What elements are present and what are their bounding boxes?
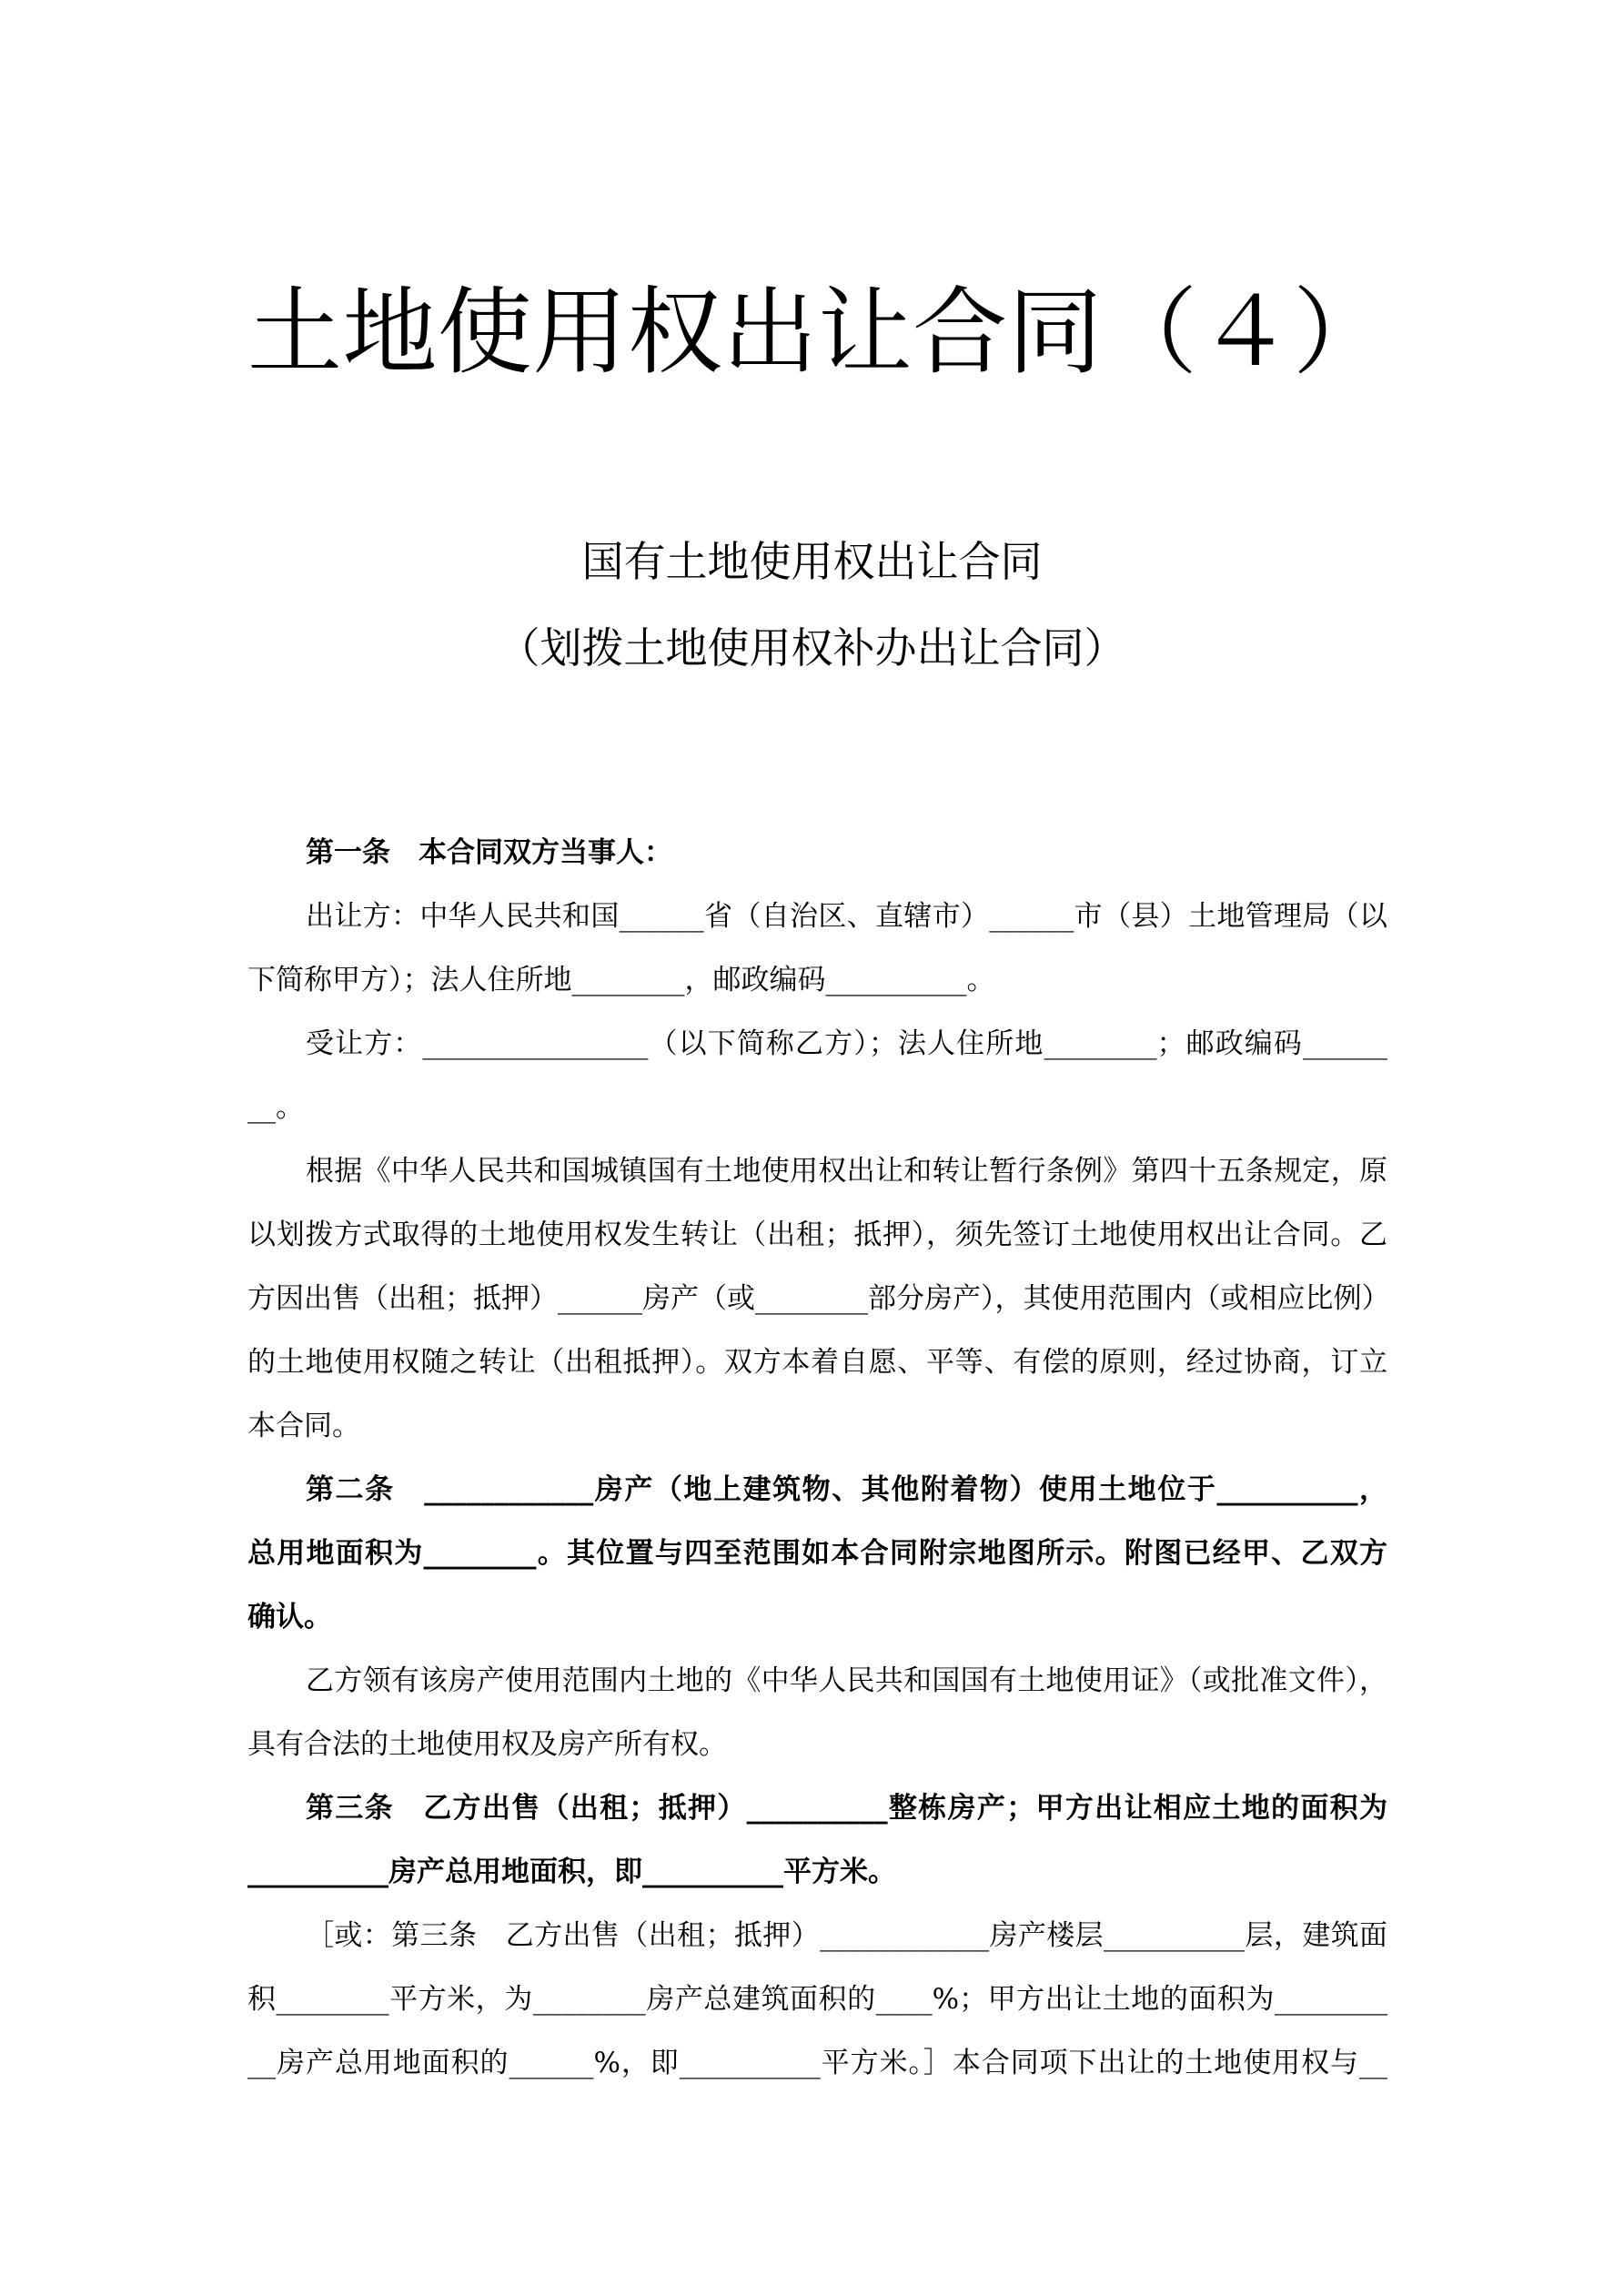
text-line: __房产总用地面积的______%，即__________平方米。］本合同项下出让的土地使用权与__	[247, 2047, 1387, 2079]
text-line: 根据《中华人民共和国城镇国有土地使用权出让和转让暂行条例》第四十五条规定，原	[306, 1155, 1387, 1188]
text-line: ［或：第三条 乙方出售（出租；抵押）____________房产楼层__________层，建筑面	[306, 1919, 1387, 1952]
text-line: 本合同。	[247, 1410, 360, 1442]
text-line: 出让方：中华人民共和国______省（自治区、直辖市）______市（县）土地管理局（以	[306, 900, 1387, 933]
text-line: __________房产总用地面积，即__________平方米。	[247, 1856, 896, 1888]
text-line: 受让方：________________（以下简称乙方）；法人住所地________；邮政编码______	[306, 1027, 1387, 1060]
document-subtitle: 国有土地使用权出让合同	[581, 537, 1043, 586]
contract-body	[247, 821, 1390, 2095]
text-line: 总用地面积为________。其位置与四至范围如本合同附宗地图所示。附图已经甲、乙双方	[247, 1537, 1387, 1570]
text-line: 积________平方米，为________房产总建筑面积的____%；甲方出让土地的面积为________	[247, 1983, 1387, 2016]
text-line: 具有合法的土地使用权及房产所有权。	[247, 1728, 727, 1761]
text-line: 第一条 本合同双方当事人：	[306, 836, 672, 869]
text-line: 方因出售（出租；抵押）______房产（或________部分房产），其使用范围内（或相应比例）	[247, 1282, 1390, 1315]
document-subtitle-note: （划拨土地使用权补办出让合同）	[498, 623, 1126, 673]
text-line: 的土地使用权随之转让（出租抵押）。双方本着自愿、平等、有偿的原则，经过协商，订立	[247, 1346, 1387, 1379]
text-line: 第二条 ____________房产（地上建筑物、其他附着物）使用土地位于__________，	[306, 1473, 1387, 1506]
document-title: 土地使用权出让合同（４）	[247, 277, 1387, 388]
text-line: 确认。	[247, 1601, 332, 1633]
text-line: 第三条 乙方出售（出租；抵押）__________整栋房产；甲方出让相应土地的面积为	[306, 1792, 1387, 1825]
text-line: 下简称甲方）；法人住所地________，邮政编码__________。	[247, 964, 995, 996]
text-line: __。	[247, 1091, 304, 1124]
text-line: 以划拨方式取得的土地使用权发生转让（出租；抵押），须先签订土地使用权出让合同。乙	[247, 1219, 1387, 1251]
text-line: 乙方领有该房产使用范围内土地的《中华人民共和国国有土地使用证》（或批准文件），	[306, 1664, 1387, 1697]
